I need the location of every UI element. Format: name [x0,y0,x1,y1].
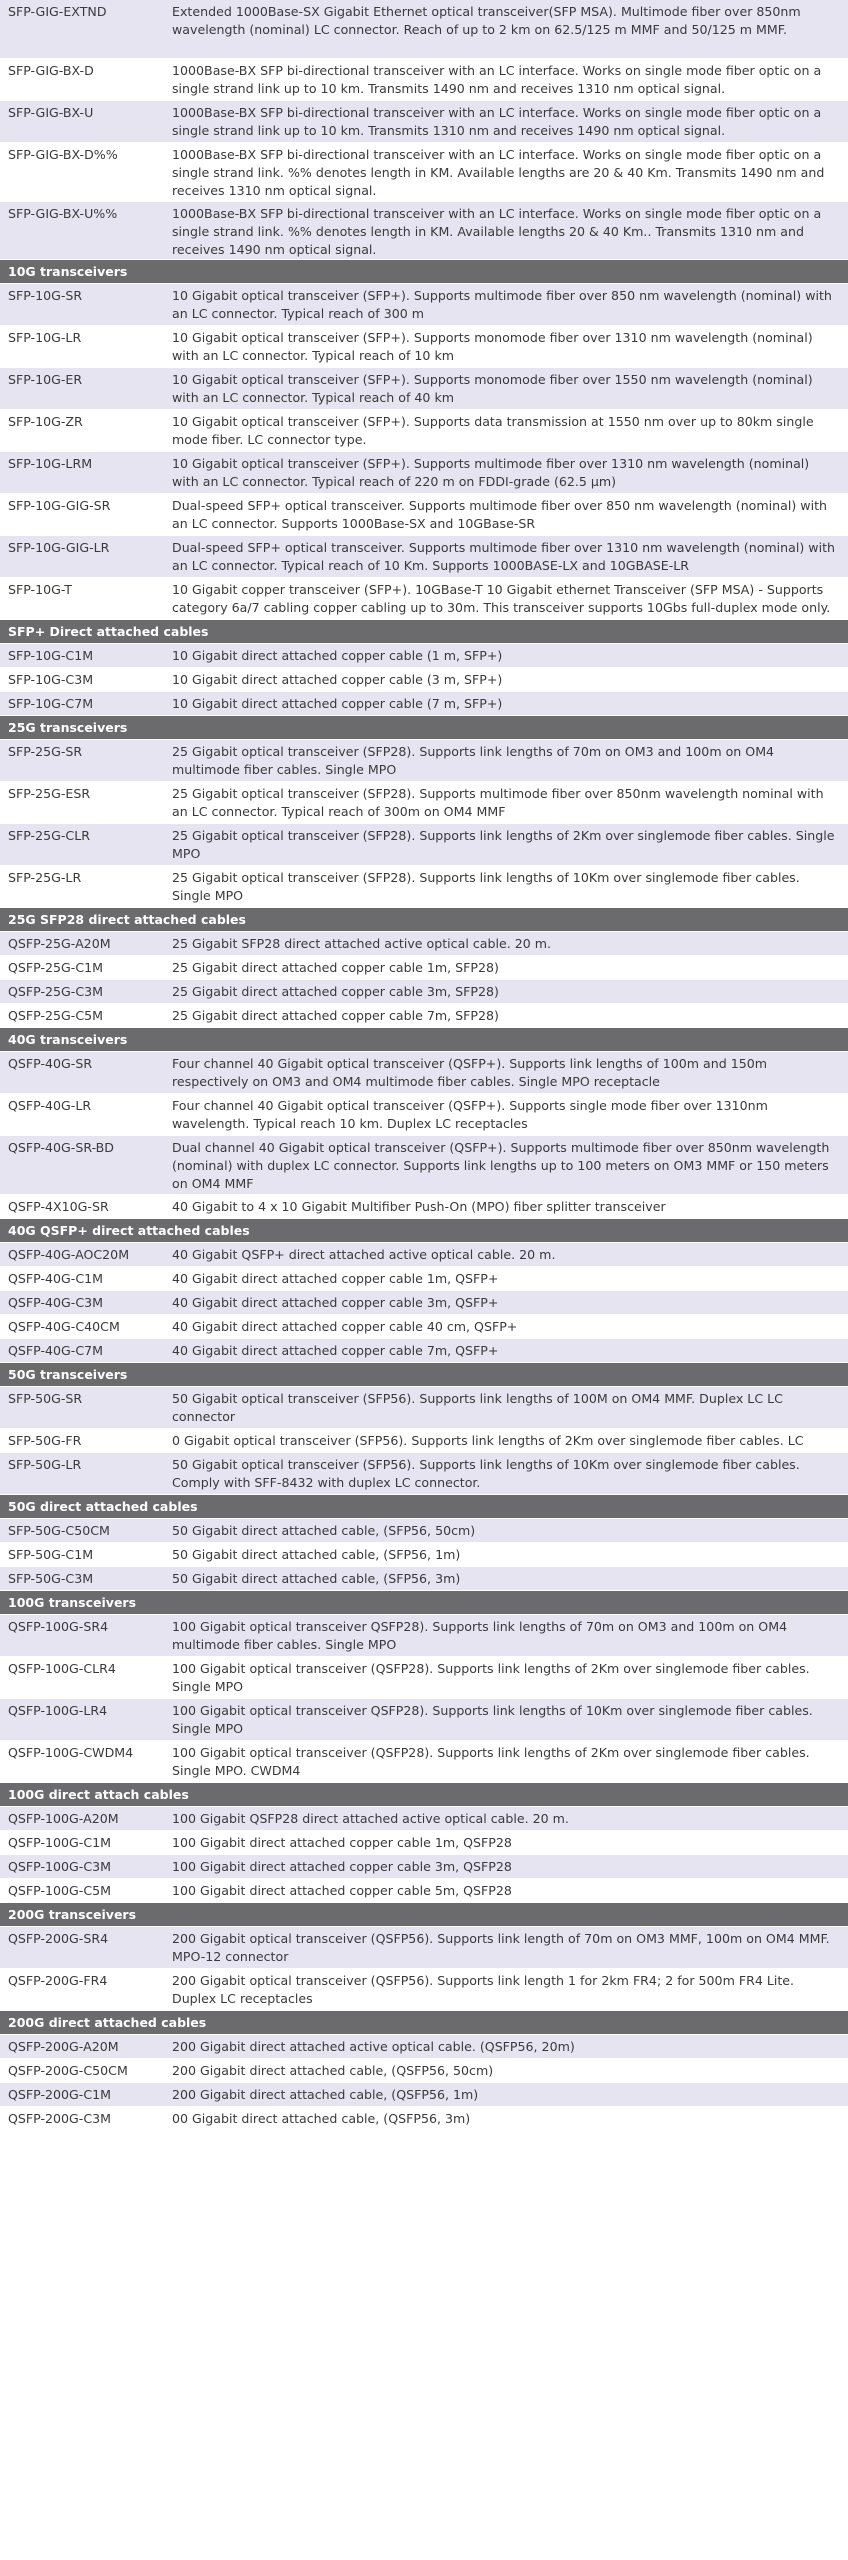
model-cell: QSFP-40G-C7M [8,1343,104,1358]
table-row [0,866,848,908]
table-row [0,326,848,368]
model-cell: QSFP-25G-C5M [8,1008,104,1023]
description-cell: 10 Gigabit direct attached copper cable (3 m, SFP+) [172,672,503,687]
description-cell: Dual channel 40 Gigabit optical transceiver (QSFP+). Supports multimode fiber over 850nm wavelength (nominal) with duplex LC connector. Supports link lengths up to 100 meters on OM3 MMF or 150 meters on OM4 MMF [172,1140,830,1191]
table-row [0,2035,848,2059]
description-cell: 100 Gigabit optical transceiver (QSFP28). Supports link lengths of 2Km over singlemode fiber cables. Single MPO [172,1661,810,1694]
table-row [0,2083,848,2107]
model-cell: SFP-GIG-BX-U%% [8,206,118,221]
description-cell: 10 Gigabit optical transceiver (SFP+). Supports multimode fiber over 850 nm wavelength (nominal) with an LC connector. Typical reach of 300 m [172,288,832,321]
section-header: 50G direct attached cables [0,1495,848,1519]
description-cell: 10 Gigabit optical transceiver (SFP+). Supports monomode fiber over 1310 nm wavelength (nominal) with an LC connector. Typical reach of 10 km [172,330,813,363]
table-row [0,1052,848,1094]
table-row [0,740,848,782]
model-cell: SFP-50G-SR [8,1391,83,1406]
description-cell: Extended 1000Base-SX Gigabit Ethernet optical transceiver(SFP MSA). Multimode fiber over 850nm wavelength (nominal) LC connector. Reach of up to 2 km on 62.5/125 m MMF and 50/125 m MMF. [172,4,801,37]
description-cell: 10 Gigabit optical transceiver (SFP+). Supports monomode fiber over 1550 nm wavelength (nominal) with an LC connector. Typical reach of 40 km [172,372,813,405]
description-cell: 25 Gigabit direct attached copper cable 3m, SFP28) [172,984,499,999]
model-cell: QSFP-100G-C1M [8,1835,112,1850]
description-cell: 100 Gigabit QSFP28 direct attached active optical cable. 20 m. [172,1811,569,1826]
section-header: 200G transceivers [0,1903,848,1927]
table-row [0,782,848,824]
description-cell: Dual-speed SFP+ optical transceiver. Supports multimode fiber over 850 nm wavelength (nominal) with an LC connector. Supports 1000Base-SX and 10GBase-SR [172,498,827,531]
section-header: 40G transceivers [0,1028,848,1052]
model-cell: QSFP-40G-SR [8,1056,93,1071]
table-row [0,1094,848,1136]
table-row [0,410,848,452]
model-cell: SFP-25G-SR [8,744,83,759]
description-cell: 200 Gigabit direct attached active optical cable. (QSFP56, 20m) [172,2039,575,2054]
description-cell: Four channel 40 Gigabit optical transceiver (QSFP+). Supports single mode fiber over 1310nm wavelength. Typical reach 10 km. Duplex LC receptacles [172,1098,768,1131]
section-header: 25G SFP28 direct attached cables [0,908,848,932]
description-cell: 25 Gigabit optical transceiver (SFP28). Supports link lengths of 10Km over singlemode fiber cables. Single MPO [172,870,800,903]
section-header: 50G transceivers [0,1363,848,1387]
table-row [0,143,848,202]
table-row [0,1195,848,1219]
table-row [0,1855,848,1879]
description-cell: 0 Gigabit optical transceiver (SFP56). Supports link lengths of 2Km over singlemode fiber cables. LC [172,1433,804,1448]
table-row [0,1429,848,1453]
description-cell: 50 Gigabit direct attached cable, (SFP56, 50cm) [172,1523,476,1538]
model-cell: QSFP-200G-SR4 [8,1931,109,1946]
section-header: 25G transceivers [0,716,848,740]
model-cell: SFP-GIG-BX-D%% [8,147,118,162]
description-cell: 10 Gigabit direct attached copper cable (7 m, SFP+) [172,696,503,711]
model-cell: QSFP-200G-C3M [8,2111,112,2126]
table-row [0,1927,848,1969]
table-row [0,536,848,578]
table-row [0,202,848,260]
description-cell: 40 Gigabit direct attached copper cable 40 cm, QSFP+ [172,1319,518,1334]
table-row [0,2059,848,2083]
description-cell: 100 Gigabit direct attached copper cable 3m, QSFP28 [172,1859,512,1874]
table-row [0,1699,848,1741]
table-row [0,1657,848,1699]
model-cell: SFP-10G-T [8,582,72,597]
table-row [0,2107,848,2131]
table-row [0,1004,848,1028]
description-cell: 100 Gigabit direct attached copper cable 1m, QSFP28 [172,1835,512,1850]
description-cell: 100 Gigabit optical transceiver (QSFP28). Supports link lengths of 2Km over singlemode fiber cables. Single MPO. CWDM4 [172,1745,810,1778]
table-row [0,932,848,956]
description-cell: 10 Gigabit optical transceiver (SFP+). Supports multimode fiber over 1310 nm wavelength (nominal) with an LC connector. Typical reach of 220 m on FDDI-grade (62.5 µm) [172,456,810,489]
description-cell: 40 Gigabit direct attached copper cable 3m, QSFP+ [172,1295,499,1310]
table-row [0,1136,848,1195]
table-row [0,1519,848,1543]
section-header: 40G QSFP+ direct attached cables [0,1219,848,1243]
description-cell: 50 Gigabit optical transceiver (SFP56). Supports link lengths of 10Km over singlemode fiber cables. Comply with SFF-8432 with duplex LC connector. [172,1457,800,1490]
model-cell: SFP-10G-ER [8,372,83,387]
description-cell: 100 Gigabit direct attached copper cable 5m, QSFP28 [172,1883,512,1898]
description-cell: 40 Gigabit direct attached copper cable 1m, QSFP+ [172,1271,499,1286]
description-cell: 10 Gigabit direct attached copper cable (1 m, SFP+) [172,648,503,663]
description-cell: 100 Gigabit optical transceiver QSFP28). Supports link lengths of 70m on OM3 and 100m on OM4 multimode fiber cables. Single MPO [172,1619,788,1652]
description-cell: 1000Base-BX SFP bi-directional transceiver with an LC interface. Works on single mode fiber optic on a single strand link. %% denotes length in KM. Available lengths are 20 & 40 Km. Transmits 1490 nm and receives 1310 nm optical signal. [172,147,825,198]
table-row [0,668,848,692]
model-cell: SFP-50G-C3M [8,1571,94,1586]
description-cell: 25 Gigabit optical transceiver (SFP28). Supports link lengths of 2Km over singlemode fiber cables. Single MPO [172,828,835,861]
table-row [0,824,848,866]
section-header: SFP+ Direct attached cables [0,620,848,644]
model-cell: QSFP-100G-CLR4 [8,1661,116,1676]
description-cell: Dual-speed SFP+ optical transceiver. Supports multimode fiber over 1310 nm wavelength (nominal) with an LC connector. Typical reach of 10 Km. Supports 1000BASE-LX and 10GBASE-LR [172,540,835,573]
model-cell: QSFP-100G-A20M [8,1811,119,1826]
description-cell: 25 Gigabit optical transceiver (SFP28). Supports multimode fiber over 850nm wavelength nominal with an LC connector. Typical reach of 300m on OM4 MMF [172,786,824,819]
section-header: 10G transceivers [0,260,848,284]
table-row [0,1543,848,1567]
model-cell: SFP-GIG-BX-D [8,63,94,78]
table-row [0,101,848,143]
model-cell: QSFP-200G-C50CM [8,2063,128,2078]
model-cell: SFP-25G-CLR [8,828,90,843]
model-cell: QSFP-4X10G-SR [8,1199,109,1214]
section-header: 200G direct attached cables [0,2011,848,2035]
table-row [0,1315,848,1339]
description-cell: 50 Gigabit direct attached cable, (SFP56, 1m) [172,1547,461,1562]
description-cell: 10 Gigabit copper transceiver (SFP+). 10GBase-T 10 Gigabit ethernet Transceiver (SFP MSA) - Supports category 6a/7 cabling copper cabling up to 30m. This transceiver supports 10Gbs full-duplex mode only. [172,582,831,615]
model-cell: SFP-50G-FR [8,1433,82,1448]
model-cell: QSFP-40G-C40CM [8,1319,120,1334]
model-cell: SFP-50G-LR [8,1457,82,1472]
model-cell: SFP-10G-GIG-LR [8,540,110,555]
model-cell: SFP-10G-ZR [8,414,83,429]
model-cell: QSFP-100G-C3M [8,1859,112,1874]
table-row [0,494,848,536]
table-row [0,1339,848,1363]
model-cell: QSFP-100G-CWDM4 [8,1745,134,1760]
description-cell: 25 Gigabit optical transceiver (SFP28). Supports link lengths of 70m on OM3 and 100m on OM4 multimode fiber cables. Single MPO [172,744,775,777]
model-cell: QSFP-40G-C3M [8,1295,104,1310]
description-cell: 1000Base-BX SFP bi-directional transceiver with an LC interface. Works on single mode fiber optic on a single strand link. %% denotes length in KM. Available lengths 20 & 40 Km.. Transmits 1310 nm and receives 1490 nm optical signal. [172,206,822,257]
model-cell: QSFP-200G-C1M [8,2087,112,2102]
description-cell: 1000Base-BX SFP bi-directional transceiver with an LC interface. Works on single mode fiber optic on a single strand link up to 10 km. Transmits 1310 nm and receives 1490 nm optical signal. [172,105,822,138]
description-cell: 25 Gigabit direct attached copper cable 7m, SFP28) [172,1008,499,1023]
model-cell: SFP-10G-C3M [8,672,94,687]
table-row [0,1453,848,1495]
description-cell: 50 Gigabit direct attached cable, (SFP56, 3m) [172,1571,461,1586]
description-cell: 00 Gigabit direct attached cable, (QSFP56, 3m) [172,2111,471,2126]
model-cell: SFP-10G-LR [8,330,82,345]
model-cell: SFP-10G-SR [8,288,83,303]
table-row [0,692,848,716]
description-cell: 40 Gigabit direct attached copper cable 7m, QSFP+ [172,1343,499,1358]
description-cell: 200 Gigabit direct attached cable, (QSFP56, 1m) [172,2087,479,2102]
table-row [0,1243,848,1267]
model-cell: SFP-GIG-EXTND [8,4,107,19]
description-cell: 1000Base-BX SFP bi-directional transceiver with an LC interface. Works on single mode fiber optic on a single strand link up to 10 km. Transmits 1490 nm and receives 1310 nm optical signal. [172,63,822,96]
model-cell: SFP-10G-LRM [8,456,93,471]
model-cell: QSFP-40G-C1M [8,1271,104,1286]
description-cell: 200 Gigabit direct attached cable, (QSFP56, 50cm) [172,2063,494,2078]
model-cell: SFP-25G-ESR [8,786,91,801]
description-cell: 200 Gigabit optical transceiver (QSFP56). Supports link length 1 for 2km FR4; 2 for 500m FR4 Lite. Duplex LC receptacles [172,1973,795,2006]
description-cell: 50 Gigabit optical transceiver (SFP56). Supports link lengths of 100M on OM4 MMF. Duplex LC LC connector [172,1391,783,1424]
table-row [0,1267,848,1291]
table-row [0,1969,848,2011]
description-cell: Four channel 40 Gigabit optical transceiver (QSFP+). Supports link lengths of 100m and 150m respectively on OM3 and OM4 multimode fiber cables. Single MPO receptacle [172,1056,768,1089]
table-row [0,1741,848,1783]
table-row [0,1831,848,1855]
table-row [0,644,848,668]
table-row [0,1615,848,1657]
table-row [0,59,848,101]
table-row [0,956,848,980]
model-cell: QSFP-100G-C5M [8,1883,112,1898]
model-cell: QSFP-25G-C1M [8,960,104,975]
description-cell: 40 Gigabit to 4 x 10 Gigabit Multifiber Push-On (MPO) fiber splitter transceiver [172,1199,666,1214]
table-row [0,0,848,59]
model-cell: SFP-10G-C7M [8,696,94,711]
section-header: 100G direct attach cables [0,1783,848,1807]
section-header: 100G transceivers [0,1591,848,1615]
description-cell: 40 Gigabit QSFP+ direct attached active optical cable. 20 m. [172,1247,556,1262]
model-cell: QSFP-100G-SR4 [8,1619,109,1634]
table-row [0,284,848,326]
model-cell: SFP-10G-GIG-SR [8,498,111,513]
model-cell: QSFP-40G-SR-BD [8,1140,115,1155]
model-cell: SFP-50G-C1M [8,1547,94,1562]
description-cell: 25 Gigabit SFP28 direct attached active optical cable. 20 m. [172,936,552,951]
model-cell: QSFP-25G-A20M [8,936,111,951]
model-cell: QSFP-100G-LR4 [8,1703,108,1718]
model-cell: SFP-50G-C50CM [8,1523,110,1538]
model-cell: SFP-GIG-BX-U [8,105,94,120]
description-cell: 200 Gigabit optical transceiver (QSFP56). Supports link length of 70m on OM3 MMF, 100m on OM4 MMF. MPO-12 connector [172,1931,830,1964]
table-row [0,1879,848,1903]
table-row [0,1387,848,1429]
table-row [0,980,848,1004]
model-cell: QSFP-200G-FR4 [8,1973,108,1988]
model-cell: QSFP-25G-C3M [8,984,104,999]
model-cell: SFP-10G-C1M [8,648,94,663]
model-cell: SFP-25G-LR [8,870,82,885]
table-row [0,1291,848,1315]
description-cell: 25 Gigabit direct attached copper cable 1m, SFP28) [172,960,499,975]
description-cell: 10 Gigabit optical transceiver (SFP+). Supports data transmission at 1550 nm over up to 80km single mode fiber. LC connector type. [172,414,814,447]
model-cell: QSFP-40G-LR [8,1098,92,1113]
table-row [0,1807,848,1831]
description-cell: 100 Gigabit optical transceiver QSFP28). Supports link lengths of 10Km over singlemode fiber cables. Single MPO [172,1703,813,1736]
table-row [0,1567,848,1591]
table-row [0,368,848,410]
table-row [0,578,848,620]
table-row [0,452,848,494]
model-cell: QSFP-200G-A20M [8,2039,119,2054]
model-cell: QSFP-40G-AOC20M [8,1247,130,1262]
